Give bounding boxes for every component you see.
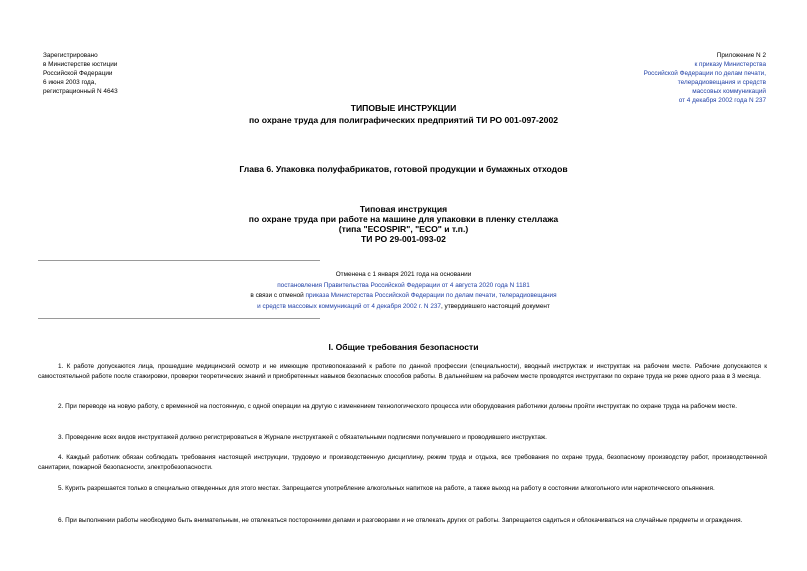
registration-line: Зарегистрировано	[43, 52, 98, 59]
appendix-link-line[interactable]: телерадиовещания и средств	[677, 78, 766, 86]
cancellation-suffix: , утвердившего настоящий документ	[440, 302, 550, 310]
paragraph-2: 2. При переводе на новую работу, с временной на постоянную, с одной операции на другую с изменением технологического процесса или оборудования работники должны пройти инструктаж по охране труда на рабочем месте.	[58, 403, 737, 410]
document-title: ТИПОВЫЕ ИНСТРУКЦИИ	[350, 103, 457, 113]
appendix-title: Приложение N 2	[716, 52, 766, 59]
divider-bottom	[38, 318, 320, 319]
registration-line: регистрационный N 4643	[43, 87, 118, 95]
appendix-link-line[interactable]: массовых коммуникаций	[692, 87, 766, 95]
instruction-subject: по охране труда при работе на машине для упаковки в пленку стеллажа	[248, 214, 559, 224]
paragraph-3: 3. Проведение всех видов инструктажей должно регистрироваться в Журнале инструктажей с обязательными подписями получившего и проводившего инструктаж.	[58, 434, 547, 441]
registration-line: в Министерстве юстиции	[43, 60, 118, 68]
cancellation-line-3	[0, 291, 807, 302]
cancellation-note	[0, 270, 807, 312]
instruction-code: ТИ РО 29-001-093-02	[361, 234, 446, 244]
section-heading: I. Общие требования безопасности	[328, 342, 479, 352]
paragraph-1: 1. К работе допускаются лица, прошедшие медицинский осмотр и не имеющие противопоказаний к работе по данной профессии (специальности), вводный инструктаж и инструктаж на рабочем месте. Рабочие допускаются к самостоятельной работе после стажировки, проверки теоретических знаний и приобретенных навыков безопасных способов работы. В дальнейшем на рабочем месте проводятся инструктажи по охране труда не реже одного раза в 3 месяца.	[38, 363, 767, 381]
registration-block	[43, 52, 118, 97]
appendix-order-link[interactable]	[644, 61, 766, 106]
appendix-link-line[interactable]: от 4 декабря 2002 года N 237	[678, 96, 766, 104]
instruction-title: Типовая инструкция	[359, 204, 448, 214]
paragraph-4: 4. Каждый работник обязан соблюдать требования настоящей инструкции, трудовую и производственную дисциплину, режим труда и отдыха, все требования по охране труда, безопасному производству работ, производственной санитарии, пожарной безопасности, электробезопасности.	[38, 454, 767, 472]
appendix-link-line[interactable]: Российской Федерации по делам печати,	[643, 69, 766, 77]
registration-line: Российской Федерации	[43, 69, 113, 77]
appendix-block	[644, 52, 766, 105]
cancellation-line-4	[0, 302, 807, 313]
cancellation-order-link-cont[interactable]: и средств массовых коммуникаций от 4 декабря 2002 г. N 237	[257, 302, 441, 310]
registration-line: 6 июня 2003 года,	[43, 78, 97, 86]
paragraph-6: 6. При выполнении работы необходимо быть внимательным, не отвлекаться посторонними делами и разговорами и не отвлекать других от работы. Запрещается садиться и облокачиваться на случайные предметы и ограждения.	[58, 517, 743, 524]
cancellation-prefix: в связи с отменой	[250, 292, 306, 300]
divider-top	[38, 260, 320, 261]
appendix-link-line[interactable]: к приказу Министерства	[694, 60, 766, 68]
instruction-machine-type: (типа "ECOSPIR", "ECO" и т.п.)	[338, 224, 469, 234]
chapter-heading: Глава 6. Упаковка полуфабрикатов, готовой продукции и бумажных отходов	[239, 164, 568, 174]
document-subtitle: по охране труда для полиграфических предприятий ТИ РО 001-097-2002	[248, 115, 559, 125]
cancellation-line: Отменена с 1 января 2021 года на основании	[335, 271, 472, 278]
cancellation-decree-link[interactable]: постановления Правительства Российской Федерации от 4 августа 2020 года N 1181	[277, 281, 530, 289]
cancellation-order-link[interactable]: приказа Министерства Российской Федерации по делам печати, телерадиовещания	[305, 292, 557, 300]
paragraph-5: 5. Курить разрешается только в специально отведенных для этого местах. Запрещается употребление алкогольных напитков на работе, а также выход на работу в состоянии алкогольного или наркотического опьянения.	[58, 485, 715, 492]
